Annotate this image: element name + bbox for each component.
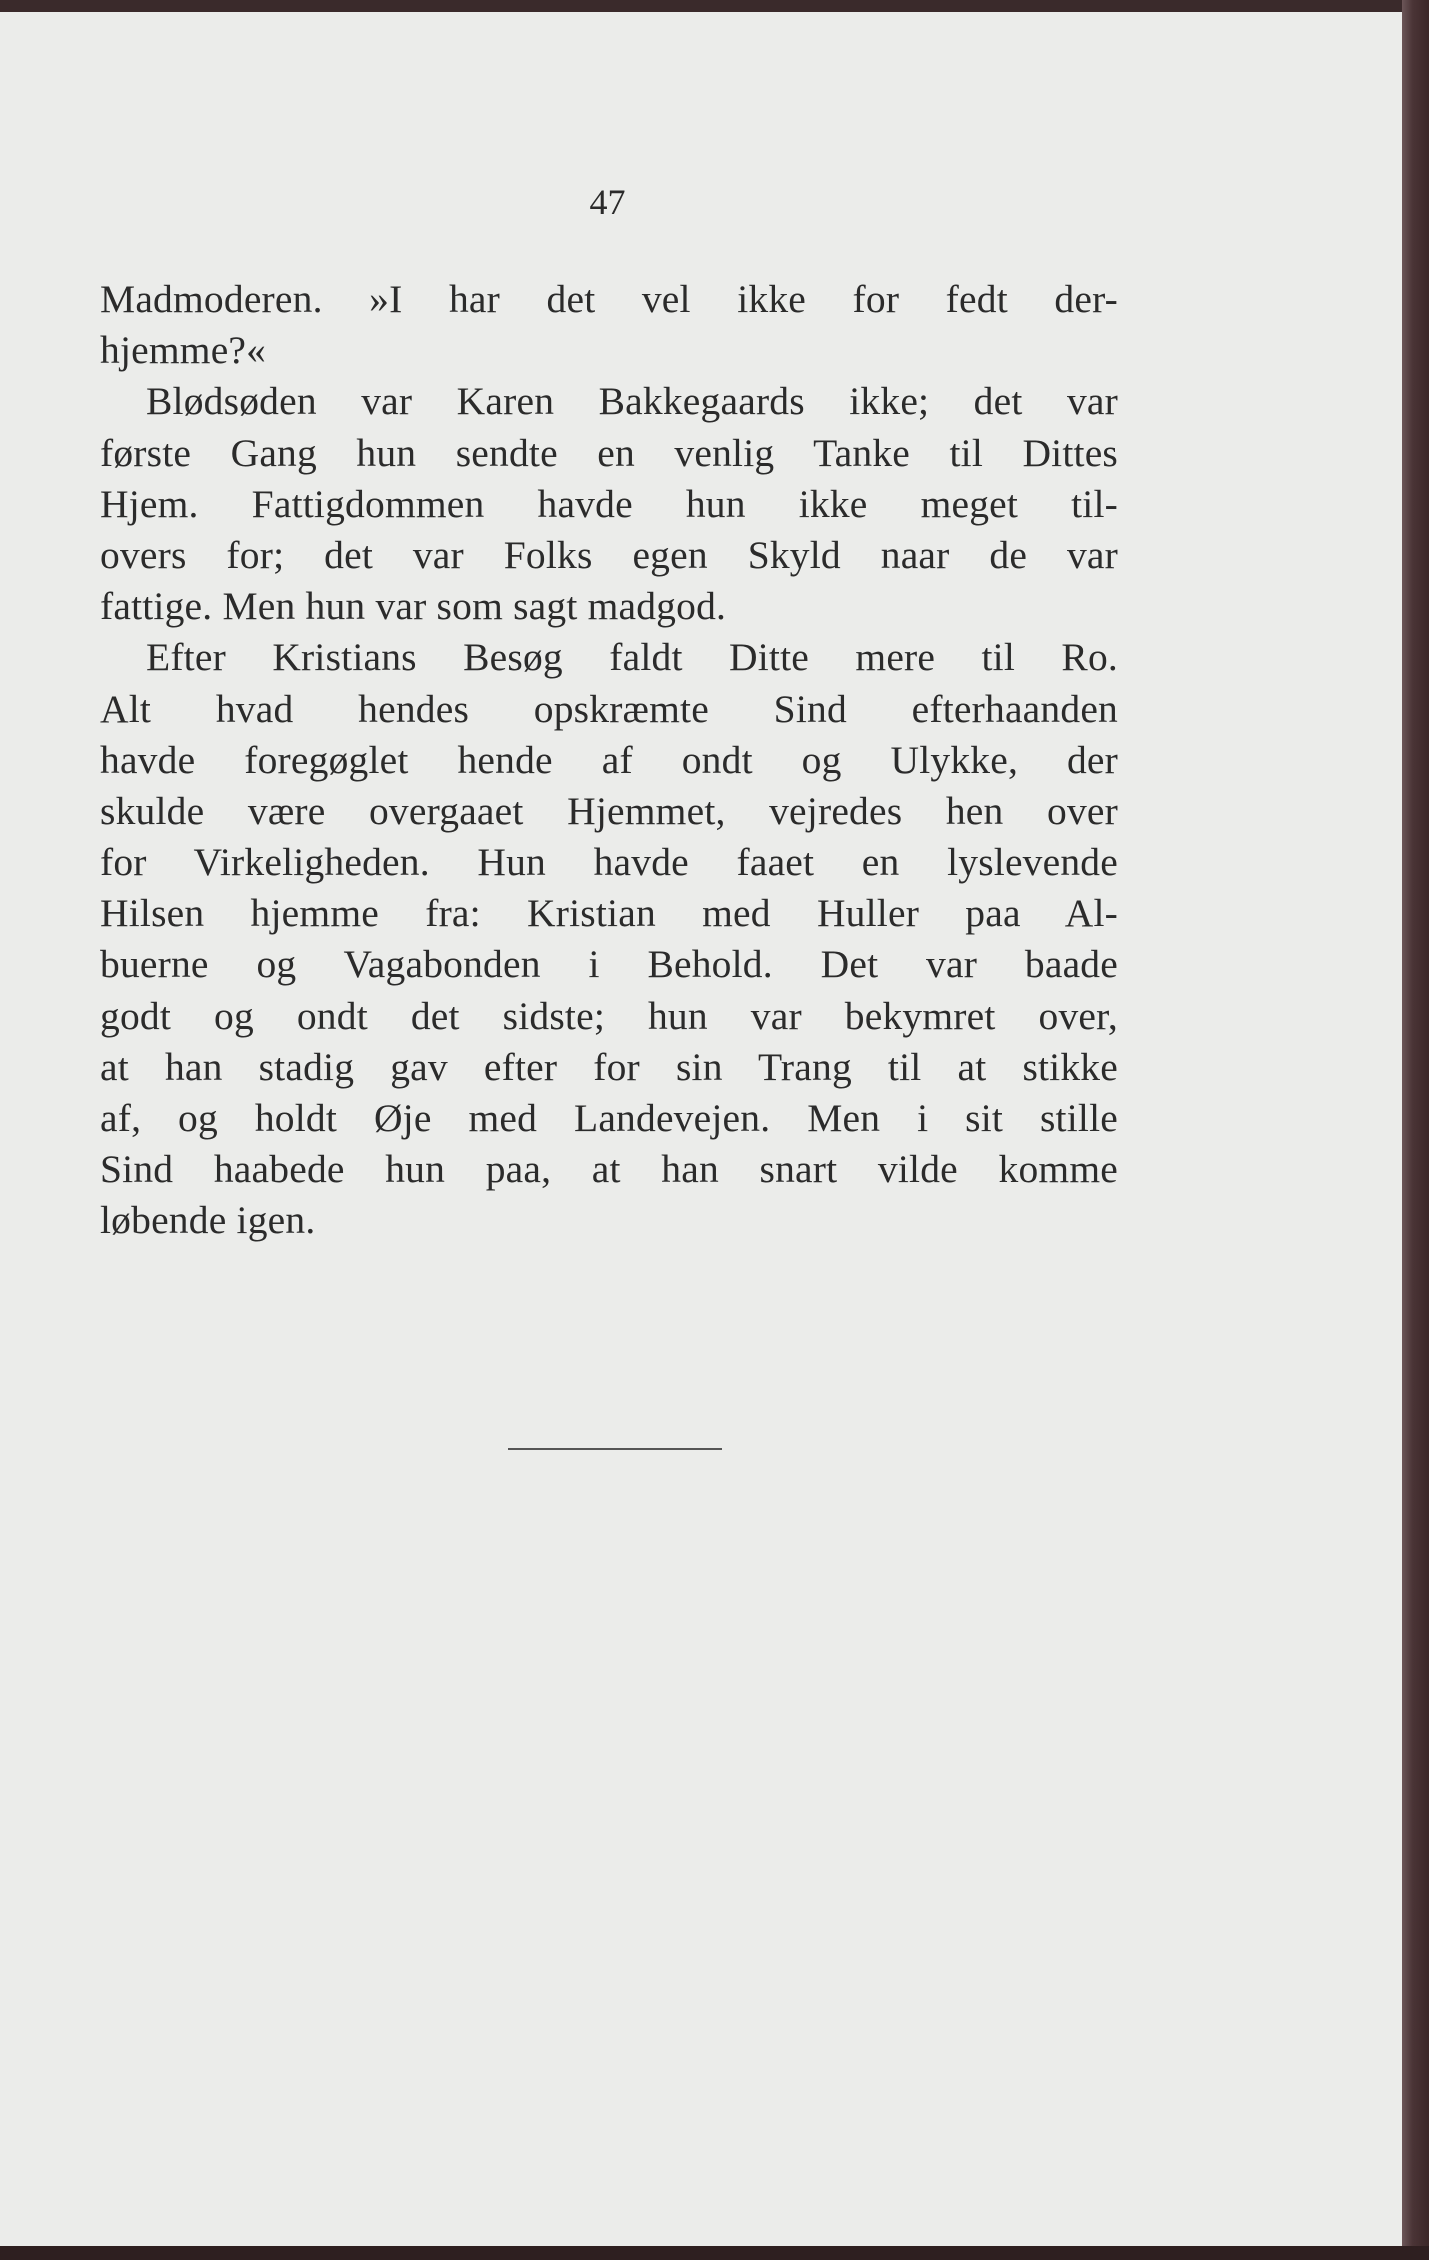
text-line: af, og holdt Øje med Landevejen. Men i sit stille bbox=[100, 1096, 1118, 1140]
page-number: 47 bbox=[589, 182, 626, 222]
text-line: at han stadig gav efter for sin Trang til at stikke bbox=[100, 1044, 1118, 1089]
text-line: godt og ondt det sidste; hun var bekymret over, bbox=[100, 993, 1118, 1038]
text-line: for Virkeligheden. Hun havde faaet en lyslevende bbox=[100, 840, 1118, 885]
text-line: havde foregøglet hende af ondt og Ulykke, der bbox=[100, 737, 1118, 782]
text-line: buerne og Vagabonden i Behold. Det var baade bbox=[100, 942, 1118, 987]
text-line: hjemme?« bbox=[100, 328, 267, 373]
text-line: Hjem. Fattigdommen havde hun ikke meget til- bbox=[100, 481, 1118, 526]
book-spine-edge bbox=[1402, 0, 1429, 2260]
text-line: første Gang hun sendte en venlig Tanke til Dittes bbox=[100, 430, 1118, 475]
text-line: fattige. Men hun var som sagt madgod. bbox=[100, 584, 727, 629]
text-line: Alt hvad hendes opskræmte Sind efterhaanden bbox=[100, 686, 1118, 731]
text-line: Hilsen hjemme fra: Kristian med Huller paa Al- bbox=[100, 891, 1118, 936]
book-page bbox=[0, 12, 1402, 2248]
body-text bbox=[100, 274, 1118, 1247]
text-line: skulde være overgaaet Hjemmet, vejredes hen over bbox=[100, 788, 1118, 833]
text-line: løbende igen. bbox=[100, 1198, 316, 1243]
chapter-end-rule bbox=[508, 1448, 722, 1450]
text-line: Madmoderen. »I har det vel ikke for fedt der- bbox=[100, 277, 1118, 321]
page-bottom-edge bbox=[0, 2246, 1429, 2260]
text-line: Sind haabede hun paa, at han snart vilde komme bbox=[100, 1147, 1118, 1192]
text-line: overs for; det var Folks egen Skyld naar de var bbox=[100, 532, 1118, 577]
text-line: Blødsøden var Karen Bakkegaards ikke; det var bbox=[146, 379, 1118, 424]
text-line: Efter Kristians Besøg faldt Ditte mere til Ro. bbox=[146, 635, 1118, 680]
